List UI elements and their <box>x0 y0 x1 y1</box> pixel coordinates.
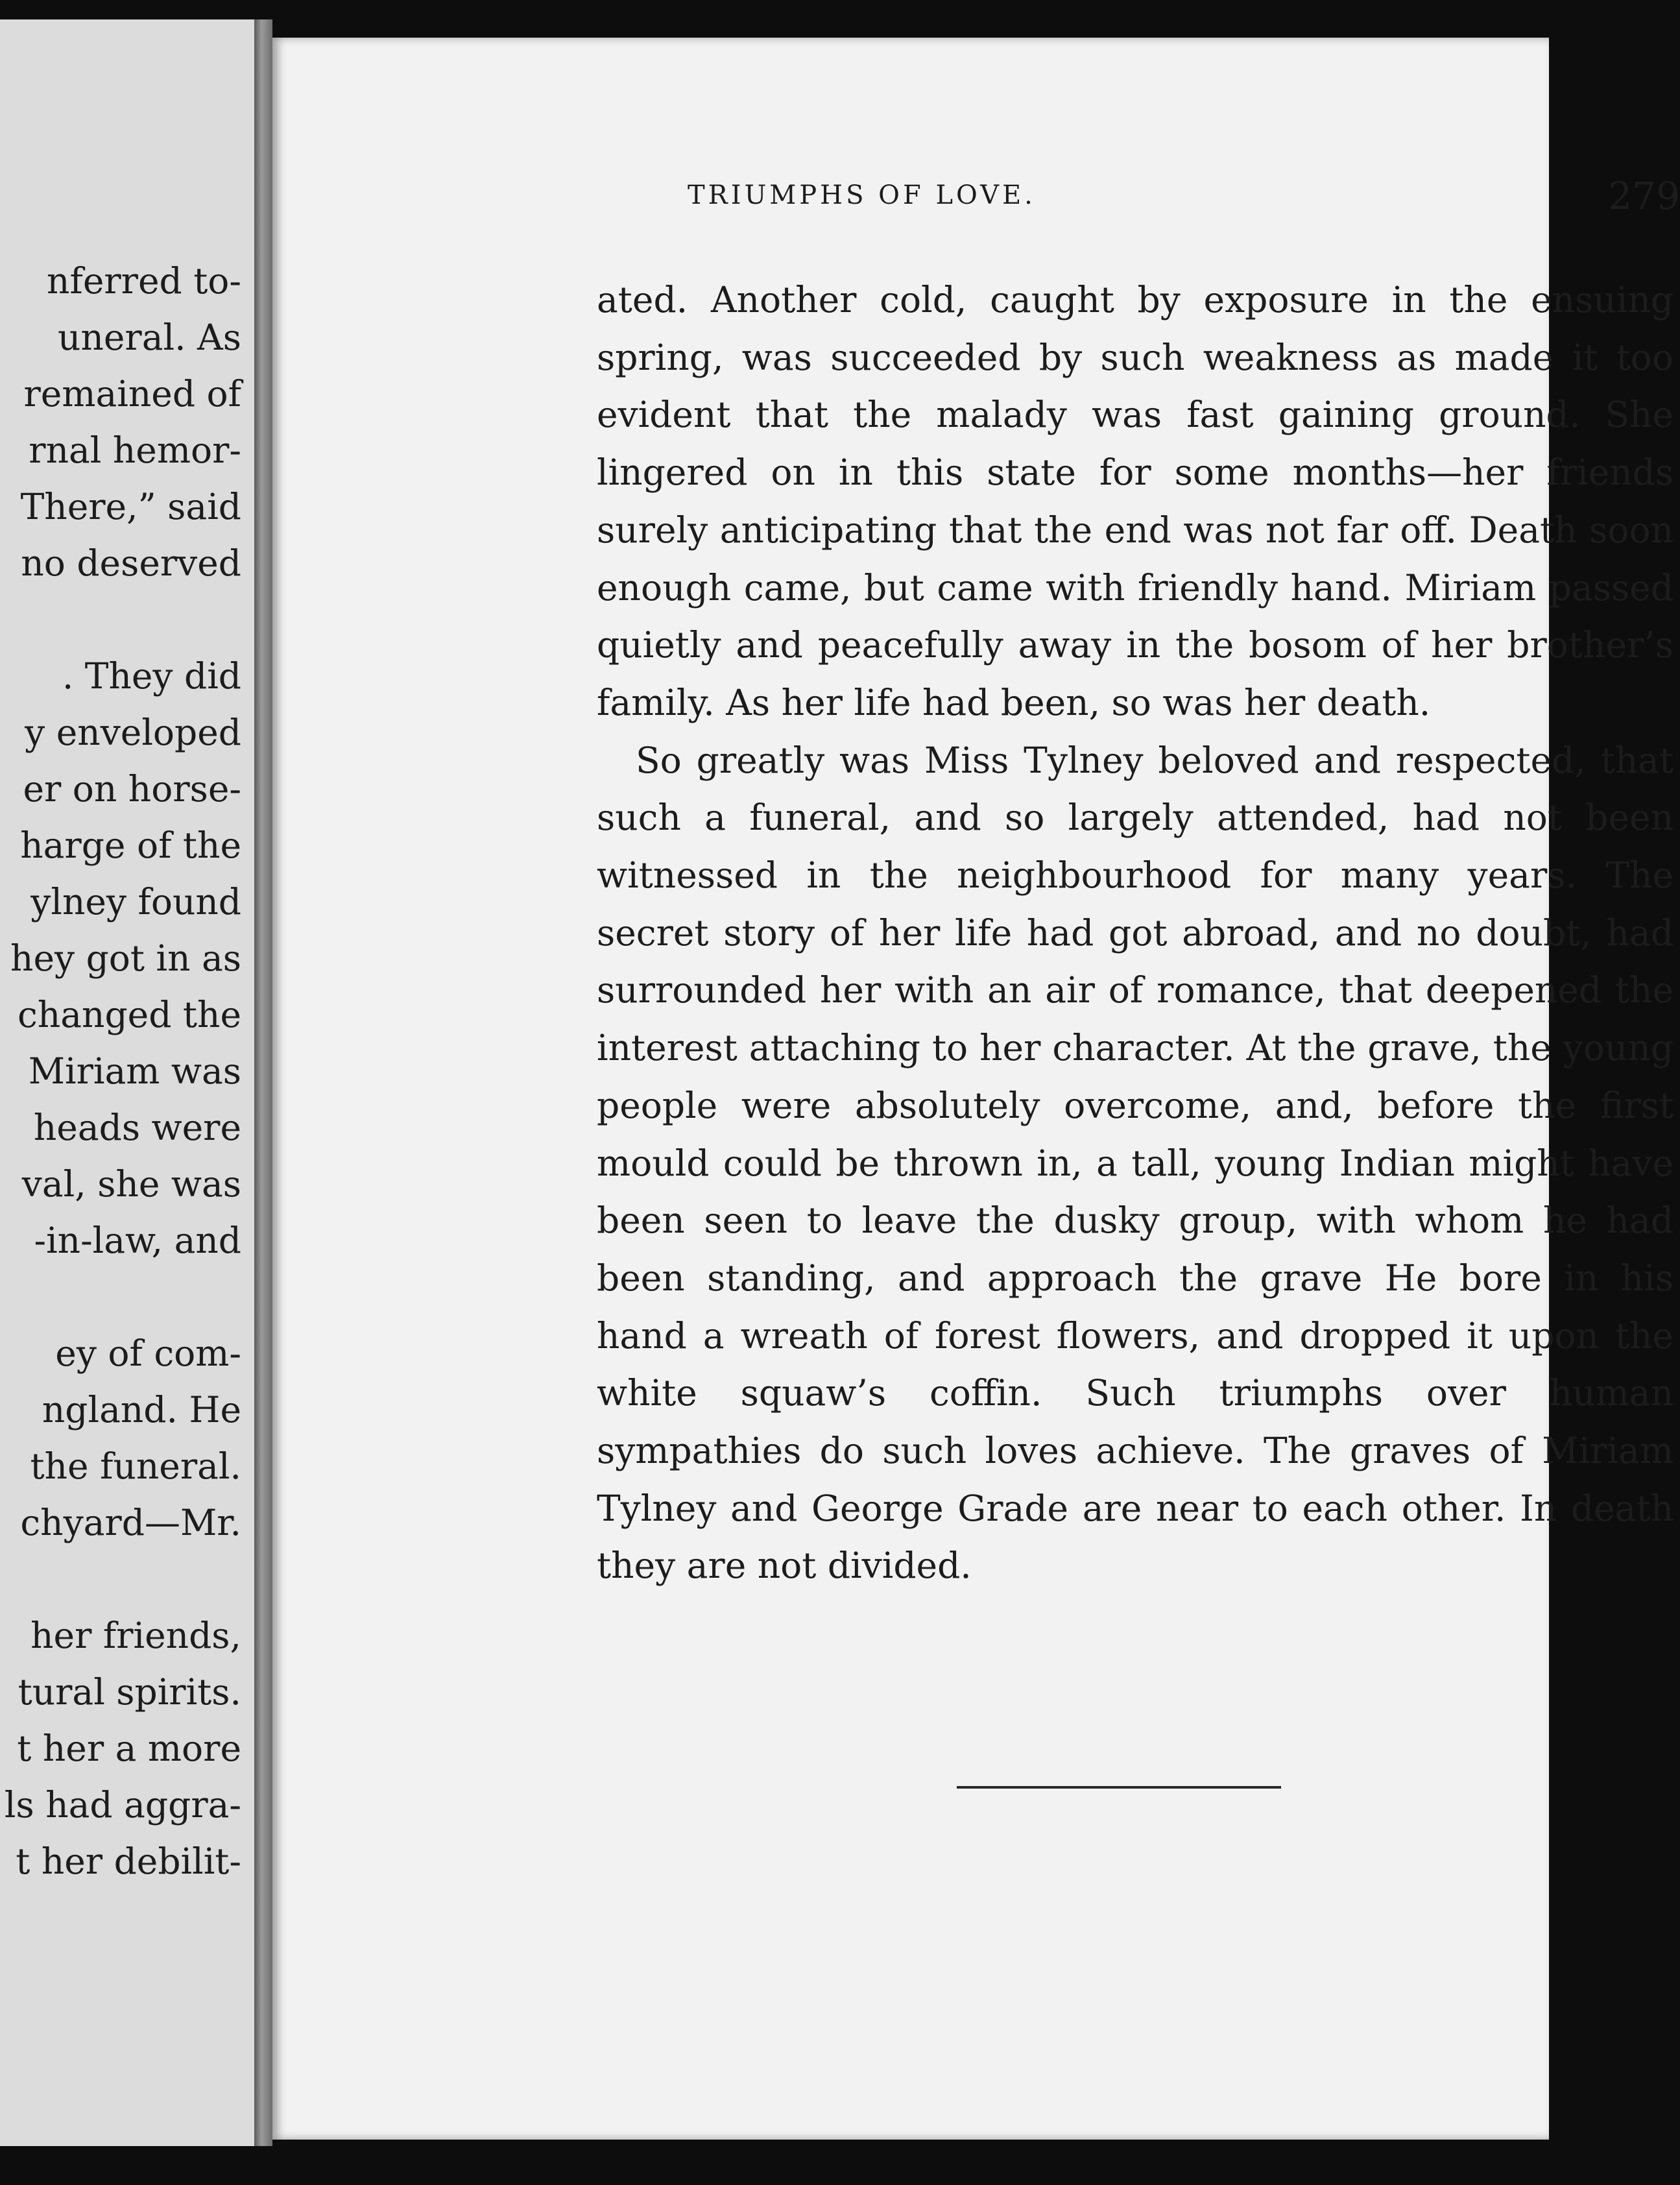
left-page-line: remained of <box>23 373 241 415</box>
left-page-line: heads were <box>33 1107 241 1148</box>
left-page-line: ngland. He <box>42 1389 241 1431</box>
running-title: TRIUMPHS OF LOVE. <box>688 180 1036 210</box>
left-page-line: ey of com- <box>55 1333 241 1374</box>
left-page-line: nferred to- <box>47 260 241 302</box>
page-header <box>688 174 1680 232</box>
left-page-line: rnal hemor- <box>29 429 241 471</box>
paragraph-1: ated. Another cold, caught by exposure in the ensuing spring, was succeeded by such weakness as made it too evident that the malady was fast gaining ground. She lingered on in this state for some months—her friends surely anticipating that the end was not far off. Death soon enough came, but came with friendly hand. Miriam passed quietly and peacefully away in the bosom of her brother’s family. As her life had been, so was her death. <box>597 279 1674 723</box>
left-page-line: her friends, <box>30 1615 241 1656</box>
left-page-line: t her debilit- <box>16 1841 241 1882</box>
body-text <box>597 271 1674 1595</box>
left-page-line: uneral. As <box>58 317 241 358</box>
left-page-line: y enveloped <box>25 712 241 753</box>
left-page-line: the funeral. <box>30 1445 241 1487</box>
left-page-line: t her a more <box>17 1728 241 1769</box>
left-page-line <box>0 592 241 648</box>
left-page-line: val, she was <box>21 1163 241 1205</box>
left-page-line: chyard—Mr. <box>20 1502 241 1543</box>
left-page-line: ylney found <box>30 881 241 923</box>
left-page-line: Miriam was <box>28 1050 241 1092</box>
left-page-line: harge of the <box>20 825 241 866</box>
left-page-line: tural spirits. <box>18 1671 241 1713</box>
left-page-line: There,” said <box>20 486 241 527</box>
left-page-line <box>0 1269 241 1325</box>
left-page-line: no deserved <box>21 542 241 584</box>
paragraph-2: So greatly was Miss Tylney beloved and respected, that such a funeral, and so largely attended, had not been witnessed in the neighbourhood for many years. The secret story of her life had got abroad, and no doubt, had surrounded her with an air of romance, that deepened the interest attaching to her character. At the grave, the young people were absolutely overcome, and, before the first mould could be thrown in, a tall, young Indian might have been seen to leave the dusky group, with whom he had been standing, and approach the grave He bore in his hand a wreath of forest flowers, and dropped it upon the white squaw’s coffin. Such triumphs over human sympathies do such loves achieve. The graves of Miriam Tylney and George Grade are near to each other. In death they are not divided. <box>597 739 1674 1587</box>
left-page-line <box>0 1551 241 1608</box>
right-page <box>272 38 1680 2140</box>
book-gutter <box>254 19 272 2147</box>
left-facing-page <box>0 19 254 2147</box>
page-number: 279 <box>1608 174 1680 218</box>
left-page-line: er on horse- <box>23 768 241 810</box>
left-page-line: hey got in as <box>10 937 241 979</box>
left-page-line: . They did <box>62 655 241 697</box>
left-page-line: -in-law, and <box>34 1220 241 1261</box>
left-page-line: changed the <box>18 994 241 1035</box>
closing-rule <box>957 1786 1281 1789</box>
left-page-line: ls had aggra- <box>4 1784 241 1826</box>
left-page-text <box>0 253 241 1890</box>
scan-border <box>0 2146 1585 2185</box>
